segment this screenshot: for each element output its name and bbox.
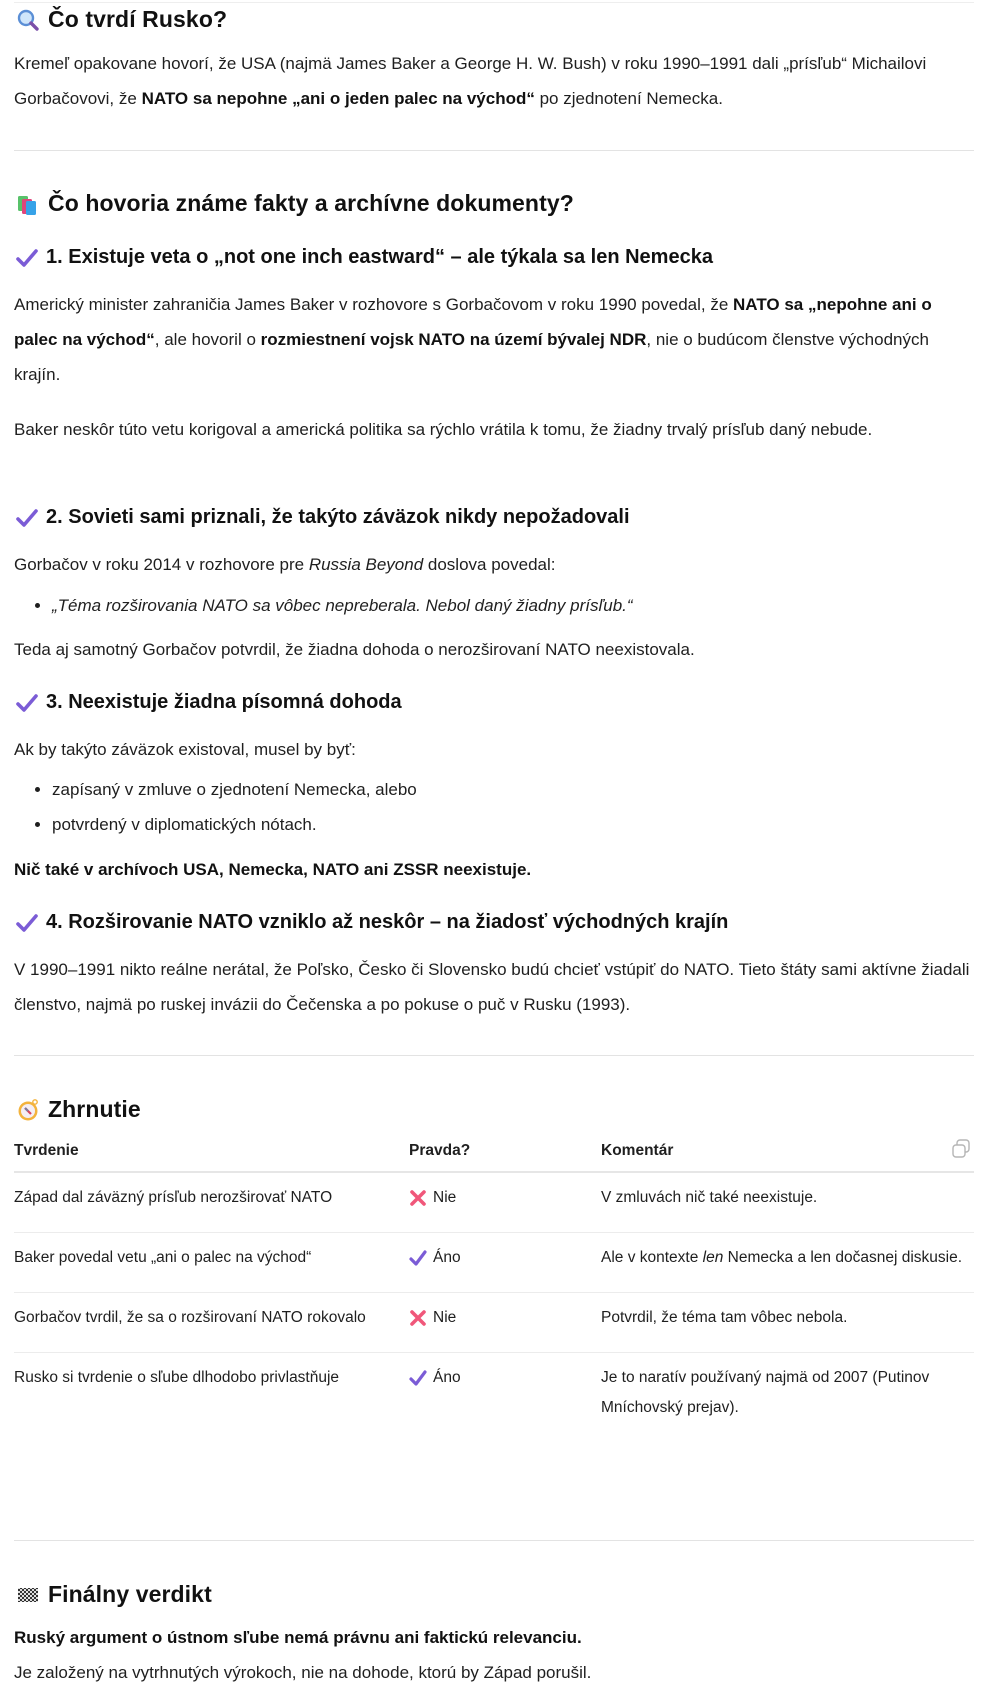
heading-facts: Čo hovoria známe fakty a archívne dokumenty? (16, 190, 574, 217)
verdict-cell: Áno (409, 1233, 601, 1293)
list-item: • zapísaný v zmluve o zjednotení Nemecka, alebo (52, 772, 974, 807)
quote-list (14, 588, 974, 623)
comment-cell: Ale v kontexte len Nemecka a len dočasnej diskusie. (601, 1249, 963, 1266)
comment-cell: Je to naratív používaný najmä od 2007 (Putinov Mníchovský prejav). (601, 1369, 930, 1416)
check-icon (16, 913, 38, 933)
check-icon (16, 508, 38, 528)
books-icon (16, 192, 40, 216)
heading-verdict: Finálny verdikt (16, 1581, 212, 1608)
column-header-comment: Komentár (601, 1142, 674, 1159)
compass-icon (16, 1098, 40, 1122)
point-1-heading: 1. Existuje veta o „not one inch eastward“ – ale týkala sa len Nemecka (16, 246, 713, 269)
check-icon (16, 248, 38, 268)
point-1-followup: Baker neskôr túto vetu korigoval a americká politika sa rýchlo vrátila k tomu, že žiadny trvalý prísľub daný nebude. (14, 420, 873, 439)
summary-table (14, 1131, 974, 1437)
point-4-paragraph: V 1990–1991 nikto reálne nerátal, že Poľsko, Česko či Slovensko budú chcieť vstúpiť do NATO. Tieto štáty sami aktívne žiadali členstvo, najmä po ruskej invázii do Čečenska a po pokuse o puč v Rusku (1993). (14, 960, 970, 1014)
cross-mark-icon (409, 1309, 427, 1327)
verdict-bold: Ruský argument o ústnom sľube nemá právnu ani faktickú relevanciu. (14, 1628, 582, 1647)
claim-cell: Západ dal záväzný prísľub nerozširovať NATO (14, 1189, 333, 1206)
list-item: • potvrdený v diplomatických nótach. (52, 807, 974, 842)
claim-cell: Rusko si tvrdenie o sľube dlhodobo privlastňuje (14, 1369, 340, 1386)
column-header-truth: Pravda? (409, 1142, 471, 1159)
table-row (14, 1233, 974, 1293)
table-row (14, 1293, 974, 1353)
quote-item: • „Téma rozširovania NATO sa vôbec nepreberala. Nebol daný žiadny prísľub.“ (52, 588, 974, 623)
check-icon (409, 1369, 427, 1387)
point-3-heading: 3. Neexistuje žiadna písomná dohoda (16, 691, 402, 714)
column-header-claim: Tvrdenie (14, 1142, 79, 1159)
divider (14, 150, 974, 151)
checkered-flag-icon (16, 1583, 40, 1607)
comment-cell: V zmluvách nič také neexistuje. (601, 1189, 818, 1206)
claim-cell: Baker povedal vetu „ani o palec na východ“ (14, 1249, 312, 1266)
point-2-heading: 2. Sovieti sami priznali, že takýto záväzok nikdy nepožadovali (16, 506, 630, 529)
comment-cell: Potvrdil, že téma tam vôbec nebola. (601, 1309, 848, 1326)
point-2-paragraph: Gorbačov v roku 2014 v rozhovore pre Russia Beyond doslova povedal: (14, 555, 556, 574)
point-2-followup: Teda aj samotný Gorbačov potvrdil, že žiadna dohoda o nerozširovaní NATO neexistovala. (14, 640, 695, 659)
point-4-heading: 4. Rozširovanie NATO vzniklo až neskôr – na žiadosť východných krajín (16, 911, 728, 934)
heading-summary: Zhrnutie (16, 1096, 141, 1123)
cross-mark-icon (409, 1189, 427, 1207)
claim-cell: Gorbačov tvrdil, že sa o rozširovaní NATO rokovalo (14, 1309, 366, 1326)
table-row (14, 1353, 974, 1438)
check-icon (409, 1249, 427, 1267)
check-icon (16, 693, 38, 713)
point-3-paragraph: Ak by takýto záväzok existoval, musel by byť: (14, 740, 356, 759)
point-1-paragraph: Americký minister zahraničia James Baker v rozhovore s Gorbačovom v roku 1990 povedal, že NATO sa „nepohne ani o palec na východ“, ale hovoril o rozmiestnení vojsk NATO na území bývalej NDR, nie o budúcom členstve východných krajín. (14, 295, 932, 384)
heading-claim: Čo tvrdí Rusko? (16, 6, 227, 33)
point-3-conclusion: Nič také v archívoch USA, Nemecka, NATO ani ZSSR neexistuje. (14, 860, 532, 879)
table-row (14, 1172, 974, 1233)
top-divider (14, 2, 974, 3)
requirements-list (14, 772, 974, 842)
divider (14, 1055, 974, 1056)
claim-paragraph: Kremeľ opakovane hovorí, že USA (najmä James Baker a George H. W. Bush) v roku 1990–1991 dali „prísľub“ Michailovi Gorbačovovi, že NATO sa nepohne „ani o jeden palec na východ“ po zjednotení Nemecka. (14, 54, 927, 108)
magnifying-glass-icon (16, 8, 40, 32)
divider (14, 1540, 974, 1541)
verdict-cell: Nie (409, 1172, 601, 1233)
verdict-paragraph: Je založený na vytrhnutých výrokoch, nie na dohode, ktorú by Západ porušil. (14, 1663, 592, 1682)
verdict-cell: Áno (409, 1353, 601, 1438)
verdict-cell: Nie (409, 1293, 601, 1353)
table-header-row (14, 1131, 974, 1172)
